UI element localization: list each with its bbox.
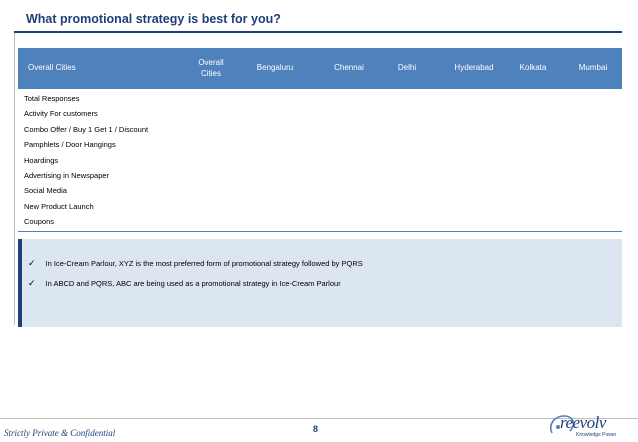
table-row: Advertising in Newspaper — [24, 170, 110, 180]
table-row: Activity For customers — [24, 109, 98, 119]
header-overall-line1: Overall — [198, 57, 224, 67]
insight-accent-bar — [18, 239, 22, 327]
table-row: Pamphlets / Door Hangings — [24, 140, 116, 150]
header-city-chennai: Chennai — [334, 63, 364, 73]
insight-text: In ABCD and PQRS, ABC are being used as a promotional strategy in Ice-Cream Parlour — [45, 279, 341, 288]
left-divider — [14, 33, 15, 325]
checkmark-icon: ✓ — [28, 258, 36, 268]
page-title: What promotional strategy is best for you? — [26, 12, 281, 26]
header-city-bengaluru: Bengaluru — [256, 63, 294, 73]
footer-divider — [0, 418, 638, 419]
header-city-mumbai: Mumbai — [578, 63, 608, 73]
insight-box — [18, 239, 622, 327]
header-overall-cities — [186, 48, 236, 89]
header-city-kolkata: Kolkata — [519, 63, 547, 73]
table-row: Social Media — [24, 186, 67, 196]
header-overall-cities-label: Overall Cities — [28, 63, 76, 73]
header-overall-line2: Cities — [200, 68, 221, 78]
table-row: Hoardings — [24, 155, 59, 165]
table-header — [18, 48, 622, 89]
insight-item — [28, 278, 341, 289]
table-row: Combo Offer / Buy 1 Get 1 / Discount — [24, 124, 149, 134]
table-body — [18, 91, 622, 230]
table-bottom-divider — [18, 231, 622, 232]
company-logo — [546, 413, 630, 441]
title-divider — [14, 31, 622, 33]
table-row: Coupons — [24, 217, 55, 227]
header-city-hyderabad: Hyderabad — [454, 63, 494, 73]
logo-tagline: Knowledge Power — [576, 432, 617, 438]
insight-item — [28, 258, 363, 269]
logo-wordmark: reevolv — [560, 413, 606, 432]
confidential-note: Strictly Private & Confidential — [4, 428, 116, 438]
page-number: 8 — [313, 424, 319, 434]
insight-text: In Ice-Cream Parlour, XYZ is the most preferred form of promotional strategy followed by PQRS — [45, 259, 363, 268]
checkmark-icon: ✓ — [28, 278, 36, 288]
header-city-delhi: Delhi — [397, 63, 417, 73]
table-row: Total Responses — [24, 94, 80, 103]
table-row: New Product Launch — [24, 201, 94, 211]
